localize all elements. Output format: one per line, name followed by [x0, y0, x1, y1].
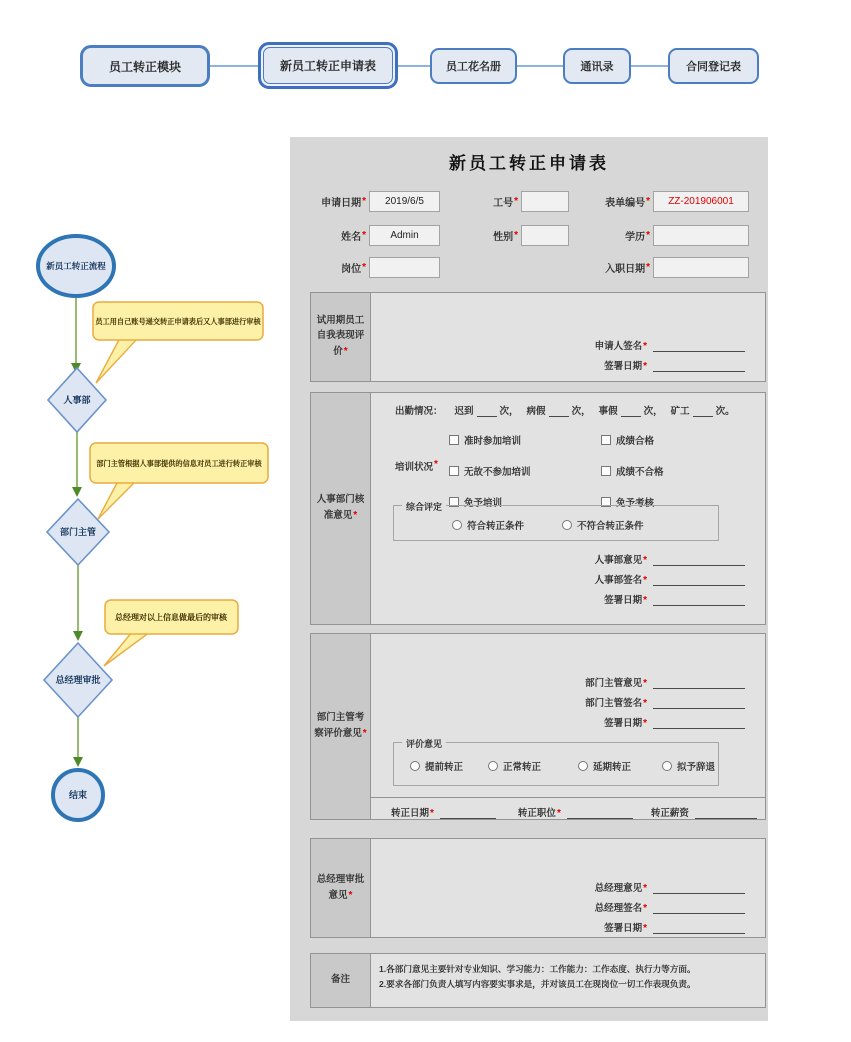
- form-no-label: 表单编号 *: [605, 196, 650, 209]
- required-asterisk: *: [556, 808, 561, 819]
- signature-line: [653, 717, 745, 729]
- radio-icon[interactable]: [488, 761, 498, 771]
- section-manager-evaluation-header: 部门主管考察评价意见*: [311, 634, 371, 819]
- required-asterisk: *: [643, 341, 647, 352]
- name-label: 姓名 *: [341, 230, 366, 243]
- manager-opinion-row: 部门主管意见 *: [585, 676, 745, 689]
- form-no-field[interactable]: ZZ-201906001: [653, 191, 749, 212]
- section-hr-approval: [310, 392, 766, 625]
- tab-label: 合同登记表: [686, 61, 741, 73]
- sign-date-row: 签署日期 *: [595, 921, 745, 934]
- radio-icon[interactable]: [452, 520, 462, 530]
- education-field[interactable]: [653, 225, 749, 246]
- flow-node-gm-approval-label: 总经理审批: [55, 675, 101, 685]
- section-gm-approval: [310, 838, 766, 938]
- required-asterisk: *: [643, 595, 647, 606]
- attendance-blank: [621, 406, 641, 417]
- required-asterisk: *: [514, 196, 518, 207]
- conv-salary-line: [695, 807, 757, 819]
- flow-end-label: 结束: [68, 790, 88, 800]
- form-panel: [290, 137, 768, 1021]
- radio-normal-regularization[interactable]: 正常转正: [488, 759, 541, 773]
- signature-line: [653, 594, 745, 606]
- flow-node-hr-label: 人事部: [63, 395, 91, 405]
- required-asterisk: *: [643, 718, 647, 729]
- gm-opinion-row: 总经理意见 *: [595, 881, 745, 894]
- signature-line: [653, 922, 745, 934]
- checkbox-training-exempt[interactable]: 免予培训: [449, 495, 601, 509]
- tab-employee-roster[interactable]: [430, 48, 517, 84]
- radio-icon[interactable]: [662, 761, 672, 771]
- required-asterisk: *: [646, 196, 650, 207]
- notes-line-1: 1.各部门意见主要针对专业知识、学习能力：工作能力：工作态度、执行力等方面。: [379, 964, 696, 974]
- checkbox-grade-pass[interactable]: 成绩合格: [601, 433, 753, 447]
- required-asterisk: *: [643, 555, 647, 566]
- required-asterisk: *: [643, 575, 647, 586]
- tab-selected-inner: [263, 47, 393, 84]
- signature-block: [585, 676, 745, 736]
- checkbox-assessment-exempt[interactable]: 免予考核: [601, 495, 753, 509]
- signature-line: [653, 574, 745, 586]
- radio-delayed-regularization[interactable]: 延期转正: [578, 759, 631, 773]
- section-manager-evaluation-body: [371, 634, 765, 819]
- tab-connector: [517, 65, 563, 67]
- required-asterisk: *: [643, 923, 647, 934]
- required-asterisk: *: [348, 889, 353, 901]
- sign-date-row: 签署日期 *: [585, 716, 745, 729]
- checkbox-on-time-training[interactable]: 准时参加培训: [449, 433, 601, 447]
- signature-block: [595, 881, 745, 941]
- required-asterisk: *: [643, 678, 647, 689]
- entry-date-label: 入职日期 *: [605, 262, 650, 275]
- tab-label: 新员工转正申请表: [279, 59, 376, 73]
- checkbox-icon[interactable]: [601, 466, 611, 476]
- callout-tail: [98, 481, 136, 519]
- checkbox-icon[interactable]: [449, 466, 459, 476]
- conv-date-line: [440, 807, 496, 819]
- tab-label: 员工花名册: [446, 61, 501, 73]
- section-notes-header: 备注: [311, 954, 371, 1007]
- notes-text: [379, 962, 759, 993]
- required-asterisk: *: [646, 230, 650, 241]
- apply-date-label: 申请日期 *: [321, 196, 366, 209]
- gender-field[interactable]: [521, 225, 569, 246]
- gm-signature-row: 总经理签名 *: [595, 901, 745, 914]
- callout-tail: [96, 338, 138, 383]
- attendance-row: 出勤情况： 迟到 次， 病假 次， 事假 次， 矿工 次。: [395, 406, 735, 417]
- flow-node-dept-manager-label: 部门主管: [59, 527, 97, 537]
- apply-date-field[interactable]: 2019/6/5: [369, 191, 440, 212]
- section-manager-evaluation: [310, 633, 766, 820]
- form-title: 新员工转正申请表: [449, 154, 609, 173]
- tab-contract-register[interactable]: [668, 48, 759, 84]
- checkbox-icon[interactable]: [601, 435, 611, 445]
- signature-line: [653, 677, 745, 689]
- signature-block: [595, 553, 745, 613]
- section-gm-approval-body: [371, 839, 765, 937]
- hr-signature-row: 人事部签名 *: [595, 573, 745, 586]
- tab-contacts[interactable]: [563, 48, 631, 84]
- callout-tail: [104, 632, 150, 666]
- regularization-detail-row: 转正日期 * 转正职位 * 转正薪资: [391, 805, 757, 819]
- hr-opinion-row: 人事部意见 *: [595, 553, 745, 566]
- required-asterisk: *: [643, 361, 647, 372]
- section-self-evaluation-body[interactable]: [371, 293, 765, 381]
- notes-line-2: 2.要求各部门负责人填写内容要实事求是，并对该员工在现岗位一切工作表现负责。: [379, 979, 696, 990]
- required-asterisk: *: [353, 510, 358, 521]
- evaluation-opinion-legend: 评价意见: [402, 737, 446, 750]
- section-self-evaluation: [310, 292, 766, 382]
- flow-callout-2-text: 部门主管根据人事部提供的信息对员工进行转正审核: [96, 459, 262, 468]
- gender-label: 性别 *: [493, 230, 518, 243]
- manager-signature-row: 部门主管签名 *: [585, 696, 745, 709]
- conv-position-line: [567, 807, 633, 819]
- checkbox-icon[interactable]: [449, 435, 459, 445]
- section-self-evaluation-header: 试用期员工自我表现评价*: [311, 293, 371, 381]
- attendance-blank: [693, 406, 713, 417]
- required-asterisk: *: [430, 808, 434, 819]
- checkbox-absent-training[interactable]: 无故不参加培训: [449, 464, 601, 478]
- required-asterisk: *: [362, 262, 366, 273]
- radio-icon[interactable]: [562, 520, 572, 530]
- required-asterisk: *: [514, 230, 518, 241]
- required-asterisk: *: [362, 230, 366, 241]
- required-asterisk: *: [362, 196, 366, 207]
- required-asterisk: *: [343, 345, 348, 357]
- section-notes: [310, 953, 766, 1008]
- required-asterisk: *: [643, 903, 647, 914]
- section-hr-approval-header: 人事部门核准意见*: [311, 393, 371, 624]
- required-asterisk: *: [643, 883, 647, 894]
- signature-line: [653, 697, 745, 709]
- section-hr-approval-body: [371, 393, 765, 624]
- flow-callout-1-text: 员工用自己账号递交转正申请表后又人事部进行审核: [95, 317, 261, 326]
- tab-employee-regularization-module[interactable]: [80, 45, 210, 87]
- applicant-signature-row: 申请人签名 *: [595, 339, 745, 352]
- employee-no-label: 工号 *: [493, 196, 518, 209]
- tab-label: 员工转正模块: [108, 59, 181, 74]
- radio-icon[interactable]: [578, 761, 588, 771]
- radio-icon[interactable]: [410, 761, 420, 771]
- sign-date-row: 签署日期 *: [595, 359, 745, 372]
- radio-early-regularization[interactable]: 提前转正: [410, 759, 463, 773]
- evaluation-opinion-fieldset: [393, 739, 719, 786]
- education-label: 学历 *: [625, 230, 650, 243]
- tab-label: 通讯录: [580, 61, 614, 73]
- checkbox-grade-fail[interactable]: 成绩不合格: [601, 464, 753, 478]
- signature-line: [653, 360, 745, 372]
- radio-meets-conditions[interactable]: 符合转正条件: [452, 518, 524, 532]
- sign-date-row: 签署日期 *: [595, 593, 745, 606]
- name-field[interactable]: Admin: [369, 225, 440, 246]
- flow-callout-3-text: 总经理对以上信息做最后的审核: [115, 613, 227, 622]
- signature-line: [653, 340, 745, 352]
- tab-connector: [398, 65, 430, 67]
- signature-line: [653, 882, 745, 894]
- signature-line: [653, 902, 745, 914]
- overall-rating-legend: 综合评定: [402, 500, 446, 513]
- attendance-blank: [549, 406, 569, 417]
- approval-flowchart: [20, 225, 290, 835]
- tab-connector: [210, 65, 258, 67]
- radio-dismissal[interactable]: 拟予辞退: [662, 759, 715, 773]
- training-status-label: 培训状况 *: [395, 459, 438, 473]
- position-field[interactable]: [369, 257, 440, 278]
- required-asterisk: *: [434, 459, 438, 470]
- employee-no-field[interactable]: [521, 191, 569, 212]
- required-asterisk: *: [362, 728, 367, 739]
- section-divider: [371, 797, 765, 798]
- tab-new-employee-regularization-form[interactable]: [258, 42, 398, 89]
- required-asterisk: *: [646, 262, 650, 273]
- signature-line: [653, 554, 745, 566]
- tab-connector: [631, 65, 668, 67]
- radio-not-meets-conditions[interactable]: 不符合转正条件: [562, 518, 644, 532]
- entry-date-field[interactable]: [653, 257, 749, 278]
- attendance-blank: [477, 406, 497, 417]
- signature-block: [595, 339, 745, 379]
- position-label: 岗位 *: [341, 262, 366, 275]
- flow-start-label: 新员工转正流程: [46, 261, 106, 271]
- required-asterisk: *: [643, 698, 647, 709]
- section-gm-approval-header: 总经理审批意见*: [311, 839, 371, 937]
- section-notes-body: [371, 954, 765, 1007]
